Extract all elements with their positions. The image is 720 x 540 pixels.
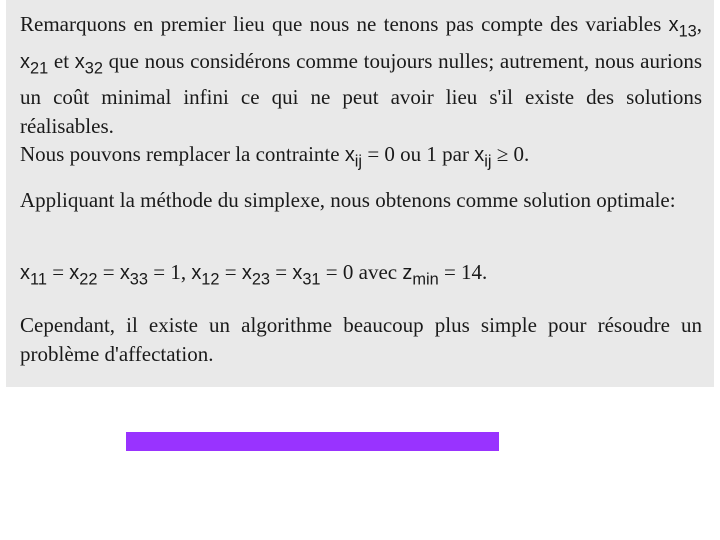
variable: z xyxy=(402,262,413,284)
equation-text: = 0 avec xyxy=(320,260,403,284)
variable-subscript: ij xyxy=(354,152,363,171)
variable: x xyxy=(119,262,130,284)
paragraph-text: que nous considérons comme toujours nulles; autrement, nous aurions un coût minimal infini ce qui ne peut avoir lieu s'il existe des solutions réalisables. xyxy=(20,48,703,139)
paragraph-text: Nous pouvons remplacer la contrainte xyxy=(20,142,345,166)
paragraph-optimal-solution xyxy=(20,258,702,295)
variable-subscript: 22 xyxy=(79,270,98,289)
variable: x xyxy=(241,262,252,284)
variable-subscript: 31 xyxy=(302,270,321,289)
equation-text: = 1, xyxy=(147,260,192,284)
accent-bar xyxy=(126,432,499,451)
variable-subscript: 32 xyxy=(84,59,103,78)
equation-text: = xyxy=(97,260,120,284)
variable: x xyxy=(20,50,30,73)
paragraph-text: Remarquons en premier lieu que nous ne tenons pas compte des variables xyxy=(20,12,662,36)
variable-subscript: 23 xyxy=(251,270,271,289)
paragraph-text: Cependant, il existe un algorithme beaucoup plus simple pour résoudre un problème d'affectation. xyxy=(20,313,702,366)
variable: x xyxy=(69,262,80,284)
paragraph-text: ≥ 0. xyxy=(491,142,530,166)
variable-subscript: 33 xyxy=(129,270,148,289)
variable: x xyxy=(191,262,202,284)
variable-subscript: 11 xyxy=(29,270,47,289)
variable: x xyxy=(344,144,355,166)
variable: x xyxy=(292,262,303,284)
equation-text: = xyxy=(219,260,242,284)
scanned-document-page xyxy=(6,0,714,387)
paragraph-variables-ignored xyxy=(20,10,702,141)
paragraph-text: = 0 ou 1 par xyxy=(362,142,475,166)
variable-subscript: ij xyxy=(484,152,492,171)
paragraph-constraint-replacement xyxy=(20,140,702,177)
equation-text: = xyxy=(46,260,70,284)
variable: x xyxy=(74,50,85,73)
variable-subscript: 12 xyxy=(201,270,220,289)
paragraph-text: et xyxy=(48,48,75,73)
paragraph-simplex-method xyxy=(20,186,702,215)
variable-subscript: min xyxy=(412,270,439,289)
variable: x xyxy=(474,144,485,166)
equation-text: = xyxy=(270,260,293,284)
variable-subscript: 21 xyxy=(29,59,49,78)
paragraph-assignment-algorithm xyxy=(20,311,702,369)
paragraph-text: Appliquant la méthode du simplexe, nous obtenons comme solution optimale: xyxy=(20,188,676,212)
variable: x xyxy=(668,14,679,36)
variable: x xyxy=(20,262,30,284)
equation-text: = 14. xyxy=(438,260,488,284)
variable-subscript: 13 xyxy=(678,22,697,41)
paragraph-text: , xyxy=(696,12,703,36)
